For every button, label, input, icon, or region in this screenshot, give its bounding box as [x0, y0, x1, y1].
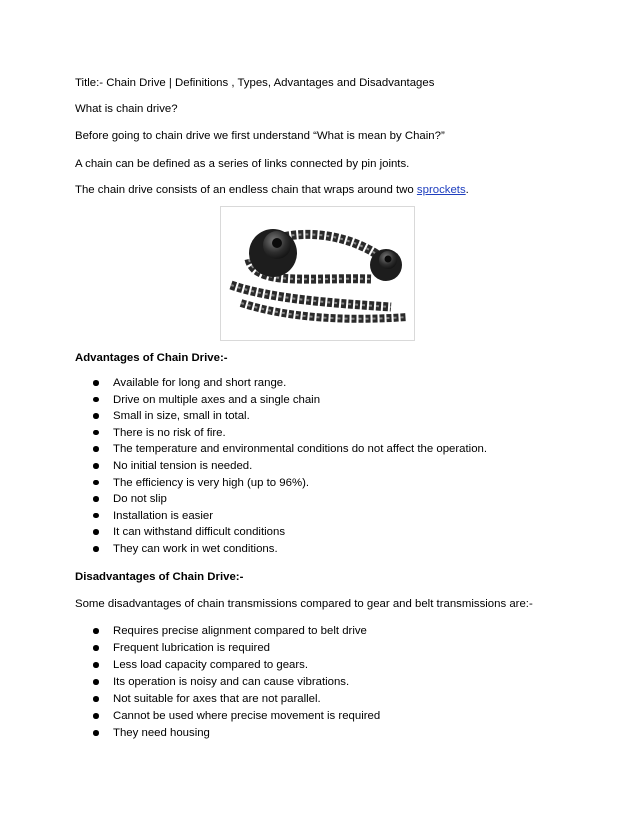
- bullet-icon: [93, 380, 99, 386]
- bullet-icon: [93, 679, 99, 685]
- bullet-icon: [93, 529, 99, 535]
- definition-paragraph: A chain can be defined as a series of links connected by pin joints.: [75, 158, 410, 170]
- document-page: Title:- Chain Drive | Definitions , Types, Advantages and Disadvantages What is chain drive? Before going to chain drive we first understand “What is mean by Chain?” A chain can be defined as a series of links connected by pin joints. The chain drive consists of an endless chain that wraps around two sprockets. Advantages of Chain Drive:- Available for long and short range. Drive on multiple axes and a single chain Small in size, small in total. There is no risk of fire. The temperature and environmental conditions do not affect the operation. No initial tension is needed. The efficiency is very high (up to 96%). Do not slip Installation is easier It can withstand difficult conditions They can work in wet conditions. Disadvantages of Chain Drive:- Some disadvantages of chain transmissions compared to gear and belt transmissions are:- Requires precise alignment compared to belt drive Frequent lubrication is required Less load capacity compared to gears. Its operation is noisy and can cause vibrations. Not suitable for axes that are not parallel. Cannot be used where precise movement is required They need housing: [75, 77, 533, 739]
- sprockets-link[interactable]: sprockets: [416, 184, 466, 196]
- document-title: Title:- Chain Drive | Definitions , Types, Advantages and Disadvantages: [75, 77, 435, 89]
- drive-text-after: .: [465, 184, 469, 196]
- drive-paragraph: [75, 183, 469, 197]
- bullet-icon: [93, 546, 99, 552]
- bullet-icon: [93, 513, 99, 519]
- bullet-icon: [93, 446, 99, 452]
- bullet-icon: [93, 480, 99, 486]
- chain-drive-photo-icon: [221, 207, 414, 340]
- bullet-icon: [93, 430, 99, 436]
- chain-drive-image: [220, 206, 415, 341]
- drive-text-before: The chain drive consists of an endless chain that wraps around two: [75, 184, 417, 196]
- intro-paragraph: Before going to chain drive we first understand “What is mean by Chain?”: [75, 130, 445, 142]
- bullet-icon: [93, 463, 99, 469]
- bullet-icon: [93, 730, 99, 736]
- advantages-heading: Advantages of Chain Drive:-: [75, 352, 228, 364]
- disadvantages-intro: Some disadvantages of chain transmissions compared to gear and belt transmissions are:-: [75, 598, 533, 610]
- bullet-icon: [93, 496, 99, 502]
- bullet-icon: [93, 662, 99, 668]
- bullet-icon: [93, 628, 99, 634]
- question-heading: What is chain drive?: [75, 103, 178, 115]
- bullet-icon: [93, 397, 99, 403]
- bullet-icon: [93, 713, 99, 719]
- disadvantages-heading: Disadvantages of Chain Drive:-: [75, 571, 244, 583]
- bullet-icon: [93, 413, 99, 419]
- bullet-icon: [93, 696, 99, 702]
- bullet-icon: [93, 645, 99, 651]
